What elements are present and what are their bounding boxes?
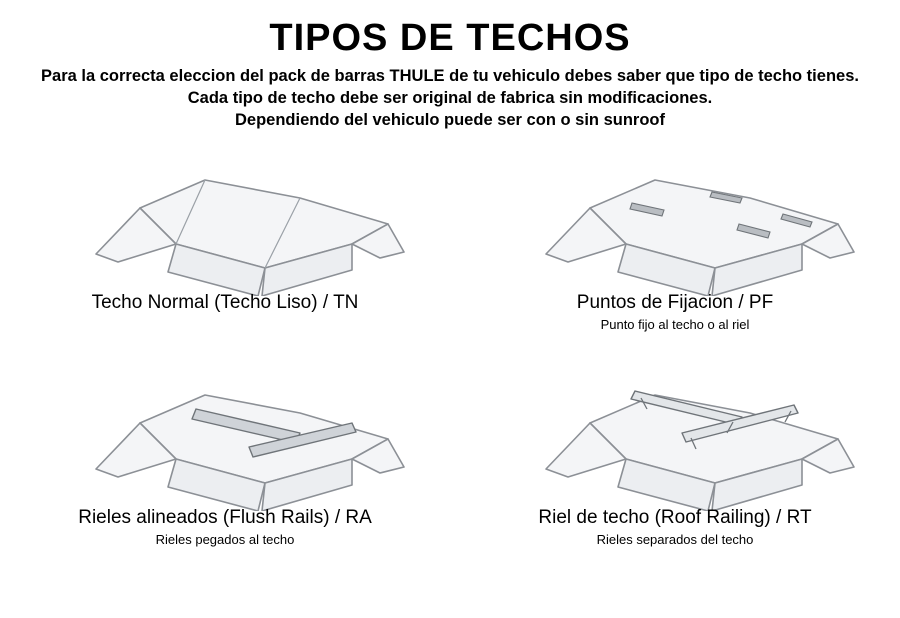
roof-type-card-techo-normal bbox=[0, 146, 450, 361]
roof-type-label: Puntos de Fijacion / PF bbox=[576, 291, 774, 313]
roof-type-grid bbox=[0, 146, 900, 576]
roof-type-labels-riel-de-techo bbox=[450, 507, 900, 548]
intro-line-2: Cada tipo de techo debe ser original de fabrica sin modificaciones. bbox=[187, 88, 713, 107]
roof-type-card-riel-de-techo bbox=[450, 361, 900, 576]
roof-railing-icon bbox=[450, 361, 900, 511]
roof-type-label: Rieles alineados (Flush Rails) / RA bbox=[78, 506, 372, 528]
roof-type-labels-puntos-de-fijacion bbox=[450, 292, 900, 333]
roof-type-sublabel: Rieles pegados al techo bbox=[155, 532, 295, 548]
roof-plain-icon bbox=[0, 146, 450, 296]
roof-type-label: Techo Normal (Techo Liso) / TN bbox=[91, 291, 359, 313]
roof-type-sublabel: Rieles separados del techo bbox=[596, 532, 754, 548]
roof-type-sublabel: Punto fijo al techo o al riel bbox=[600, 317, 750, 333]
roof-fixpoints-icon bbox=[450, 146, 900, 296]
intro-text bbox=[20, 66, 880, 132]
roof-flush-rails-icon bbox=[0, 361, 450, 511]
roof-type-card-puntos-de-fijacion bbox=[450, 146, 900, 361]
intro-line-1: Para la correcta eleccion del pack de barras THULE de tu vehiculo debes saber que tipo de techo tienes. bbox=[41, 66, 859, 85]
roof-type-labels-techo-normal bbox=[0, 292, 450, 318]
roof-type-label: Riel de techo (Roof Railing) / RT bbox=[538, 506, 812, 528]
roof-types-infographic bbox=[0, 18, 900, 618]
intro-line-3: Dependiendo del vehiculo puede ser con o sin sunroof bbox=[235, 110, 665, 129]
roof-type-labels-rieles-alineados bbox=[0, 507, 450, 548]
page-title: TIPOS DE TECHOS bbox=[269, 17, 631, 59]
roof-type-card-rieles-alineados bbox=[0, 361, 450, 576]
